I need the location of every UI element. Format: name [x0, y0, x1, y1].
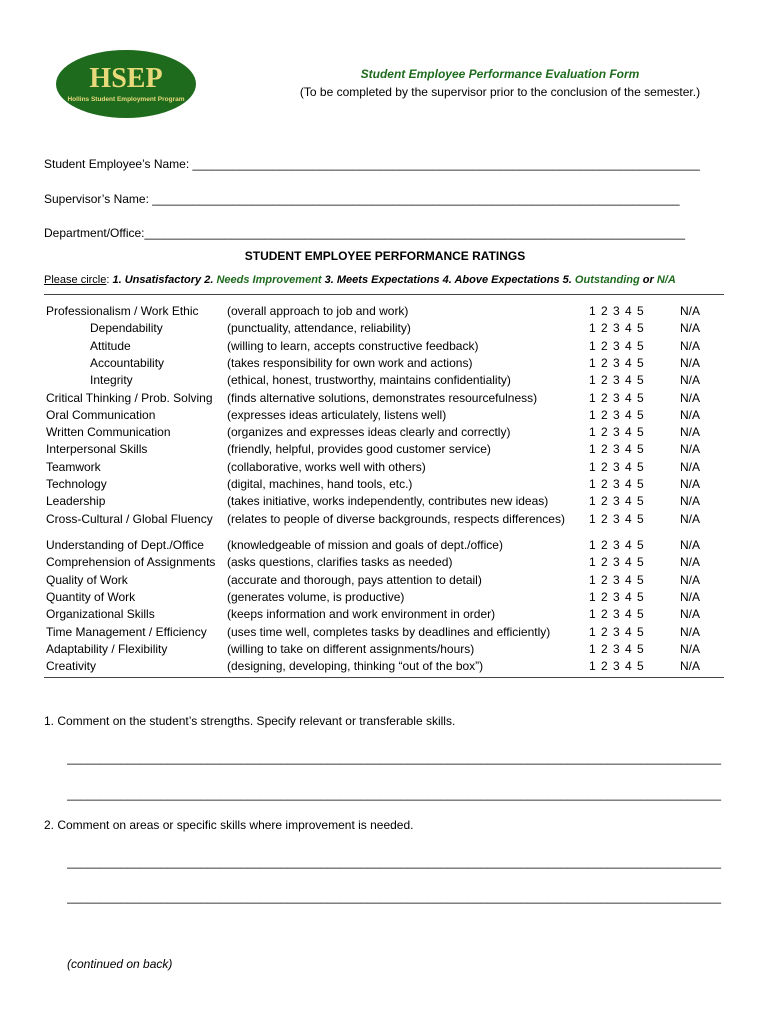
rating-scale[interactable]: 1 2 3 4 5 — [589, 494, 645, 509]
department-label: Department/Office: — [44, 226, 145, 240]
rating-row — [0, 493, 770, 510]
please-circle-label: Please circle — [44, 274, 107, 286]
rating-category: Organizational Skills — [46, 607, 155, 622]
rating-na[interactable]: N/A — [680, 338, 701, 353]
legend-5-num: 5. — [559, 274, 575, 286]
rating-scale[interactable]: 1 2 3 4 5 — [589, 511, 645, 526]
logo-text: HSEP — [89, 63, 163, 94]
legend-4: 4. Above Expectations — [439, 274, 560, 286]
rating-scale[interactable]: 1 2 3 4 5 — [589, 373, 645, 388]
table-top-rule — [44, 294, 724, 295]
legend-3: 3. Meets Expectations — [321, 274, 440, 286]
supervisor-name-line[interactable]: _______________________________________________________________________________ — [152, 192, 680, 206]
legend-2: Needs Improvement — [216, 274, 322, 286]
rating-na[interactable]: N/A — [680, 355, 701, 370]
rating-category: Teamwork — [46, 459, 101, 474]
rating-na[interactable]: N/A — [680, 321, 701, 336]
rating-row — [0, 606, 770, 623]
rating-row — [0, 641, 770, 658]
legend-1: 1. Unsatisfactory — [112, 274, 202, 286]
logo-subtext: Hollins Student Employment Program — [67, 96, 185, 103]
answer-line-1[interactable]: __________________________________________________________________________________________________ — [67, 751, 722, 765]
rating-na[interactable]: N/A — [680, 442, 701, 457]
rating-row — [0, 424, 770, 441]
rating-description: (organizes and expresses ideas clearly and correctly) — [227, 425, 511, 440]
rating-na[interactable]: N/A — [680, 511, 701, 526]
legend-5: Outstanding — [574, 274, 640, 286]
rating-na[interactable]: N/A — [680, 607, 701, 622]
rating-description: (overall approach to job and work) — [227, 304, 409, 318]
rating-category: Leadership — [46, 494, 106, 509]
rating-scale[interactable]: 1 2 3 4 5 — [589, 607, 645, 622]
supervisor-name-label: Supervisor’s Name: — [44, 192, 153, 206]
rating-description: (designing, developing, thinking “out of the box”) — [227, 659, 484, 674]
student-name-label: Student Employee’s Name: — [44, 157, 193, 171]
rating-scale[interactable]: 1 2 3 4 5 — [589, 572, 645, 587]
rating-description: (willing to take on different assignments/hours) — [227, 641, 475, 656]
rating-row — [0, 589, 770, 606]
rating-category: Oral Communication — [46, 407, 156, 422]
rating-category: Integrity — [90, 373, 133, 388]
rating-row — [0, 338, 770, 355]
rating-category: Accountability — [90, 355, 165, 370]
rating-scale[interactable]: 1 2 3 4 5 — [589, 355, 645, 370]
rating-category: Written Communication — [46, 425, 171, 440]
rating-category: Professionalism / Work Ethic — [46, 304, 199, 318]
rating-description: (digital, machines, hand tools, etc.) — [227, 477, 413, 491]
rating-na[interactable]: N/A — [680, 641, 701, 656]
rating-scale[interactable]: 1 2 3 4 5 — [589, 477, 645, 491]
rating-row — [0, 372, 770, 389]
rating-category: Interpersonal Skills — [46, 442, 148, 457]
answer-line-4[interactable]: __________________________________________________________________________________________________ — [67, 890, 722, 904]
legend-colon: : — [106, 274, 113, 286]
answer-line-3[interactable]: __________________________________________________________________________________________________ — [67, 855, 722, 869]
rating-na[interactable]: N/A — [680, 555, 701, 570]
rating-na[interactable]: N/A — [680, 477, 701, 491]
rating-scale[interactable]: 1 2 3 4 5 — [589, 459, 645, 474]
rating-na[interactable]: N/A — [680, 390, 701, 405]
rating-description: (ethical, honest, trustworthy, maintains confidentiality) — [227, 373, 511, 388]
legend-na: N/A — [656, 274, 676, 286]
rating-category: Dependability — [90, 321, 163, 336]
rating-description: (uses time well, completes tasks by deadlines and efficiently) — [227, 624, 551, 639]
rating-scale[interactable]: 1 2 3 4 5 — [589, 641, 645, 656]
rating-scale[interactable]: 1 2 3 4 5 — [589, 321, 645, 336]
rating-category: Critical Thinking / Prob. Solving — [46, 390, 213, 405]
rating-row — [0, 572, 770, 589]
rating-row — [0, 441, 770, 458]
rating-description: (relates to people of diverse backgrounds, respects differences) — [227, 511, 565, 526]
rating-scale[interactable]: 1 2 3 4 5 — [589, 538, 645, 552]
rating-row — [0, 658, 770, 675]
legend-or: or — [639, 274, 657, 286]
rating-scale[interactable]: 1 2 3 4 5 — [589, 442, 645, 457]
rating-category: Comprehension of Assignments — [46, 555, 216, 570]
rating-description: (generates volume, is productive) — [227, 589, 405, 604]
form-subtitle: (To be completed by the supervisor prior to the conclusion of the semester.) — [299, 85, 701, 99]
rating-scale[interactable]: 1 2 3 4 5 — [589, 659, 645, 674]
rating-scale[interactable]: 1 2 3 4 5 — [589, 390, 645, 405]
rating-na[interactable]: N/A — [680, 425, 701, 440]
rating-row — [0, 459, 770, 476]
legend-2-num: 2. — [201, 274, 217, 286]
rating-legend — [44, 274, 676, 286]
rating-row — [0, 303, 770, 320]
question-improvement: 2. Comment on areas or specific skills where improvement is needed. — [44, 818, 414, 832]
rating-na[interactable]: N/A — [680, 659, 701, 674]
rating-description: (keeps information and work environment in order) — [227, 607, 496, 622]
rating-description: (knowledgeable of mission and goals of dept./office) — [227, 538, 503, 552]
rating-description: (takes responsibility for own work and actions) — [227, 355, 473, 370]
rating-category: Creativity — [46, 659, 97, 674]
rating-description: (asks questions, clarifies tasks as needed) — [227, 555, 453, 570]
rating-description: (willing to learn, accepts constructive feedback) — [227, 338, 479, 353]
rating-na[interactable]: N/A — [680, 407, 701, 422]
rating-category: Adaptability / Flexibility — [46, 641, 168, 656]
rating-scale[interactable]: 1 2 3 4 5 — [589, 589, 645, 604]
rating-na[interactable]: N/A — [680, 494, 701, 509]
rating-category: Technology — [46, 477, 107, 491]
rating-na[interactable]: N/A — [680, 304, 701, 318]
rating-category: Quality of Work — [46, 572, 128, 587]
rating-description: (takes initiative, works independently, contributes new ideas) — [227, 494, 549, 509]
rating-na[interactable]: N/A — [680, 373, 701, 388]
rating-category: Cross-Cultural / Global Fluency — [46, 511, 213, 526]
rating-na[interactable]: N/A — [680, 624, 701, 639]
student-name-line[interactable]: ____________________________________________________________________________ — [192, 157, 700, 171]
supervisor-name-field[interactable] — [44, 192, 724, 206]
form-title: Student Employee Performance Evaluation Form — [360, 67, 640, 81]
rating-na[interactable]: N/A — [680, 459, 701, 474]
department-line[interactable]: _________________________________________________________________________________ — [144, 226, 686, 240]
answer-line-2[interactable]: __________________________________________________________________________________________________ — [67, 787, 722, 801]
rating-na[interactable]: N/A — [680, 538, 701, 552]
rating-row — [0, 624, 770, 641]
rating-category: Quantity of Work — [46, 589, 136, 604]
rating-description: (friendly, helpful, provides good customer service) — [227, 442, 491, 457]
rating-description: (punctuality, attendance, reliability) — [227, 321, 411, 336]
rating-scale[interactable]: 1 2 3 4 5 — [589, 425, 645, 440]
rating-description: (expresses ideas articulately, listens well) — [227, 407, 447, 422]
rating-row — [0, 355, 770, 372]
rating-category: Time Management / Efficiency — [46, 624, 207, 639]
rating-scale[interactable]: 1 2 3 4 5 — [589, 407, 645, 422]
rating-category: Understanding of Dept./Office — [46, 538, 204, 552]
rating-row — [0, 511, 770, 528]
rating-description: (accurate and thorough, pays attention to detail) — [227, 572, 482, 587]
rating-scale[interactable]: 1 2 3 4 5 — [589, 624, 645, 639]
rating-row — [0, 320, 770, 337]
student-name-field[interactable] — [44, 157, 724, 171]
rating-category: Attitude — [90, 338, 131, 353]
rating-scale[interactable]: 1 2 3 4 5 — [589, 304, 645, 318]
rating-row — [0, 554, 770, 571]
ratings-heading: STUDENT EMPLOYEE PERFORMANCE RATINGS — [244, 249, 526, 263]
rating-description: (finds alternative solutions, demonstrates resourcefulness) — [227, 390, 538, 405]
rating-na[interactable]: N/A — [680, 589, 701, 604]
rating-row — [0, 407, 770, 424]
department-field[interactable] — [44, 226, 724, 240]
rating-scale[interactable]: 1 2 3 4 5 — [589, 555, 645, 570]
rating-scale[interactable]: 1 2 3 4 5 — [589, 338, 645, 353]
rating-na[interactable]: N/A — [680, 572, 701, 587]
question-strengths: 1. Comment on the student’s strengths. Specify relevant or transferable skills. — [44, 714, 456, 728]
rating-row — [0, 537, 770, 554]
rating-description: (collaborative, works well with others) — [227, 459, 426, 474]
continued-on-back: (continued on back) — [67, 957, 173, 971]
rating-row — [0, 476, 770, 493]
rating-row — [0, 390, 770, 407]
hsep-logo — [55, 49, 197, 119]
table-bottom-rule — [44, 677, 724, 678]
